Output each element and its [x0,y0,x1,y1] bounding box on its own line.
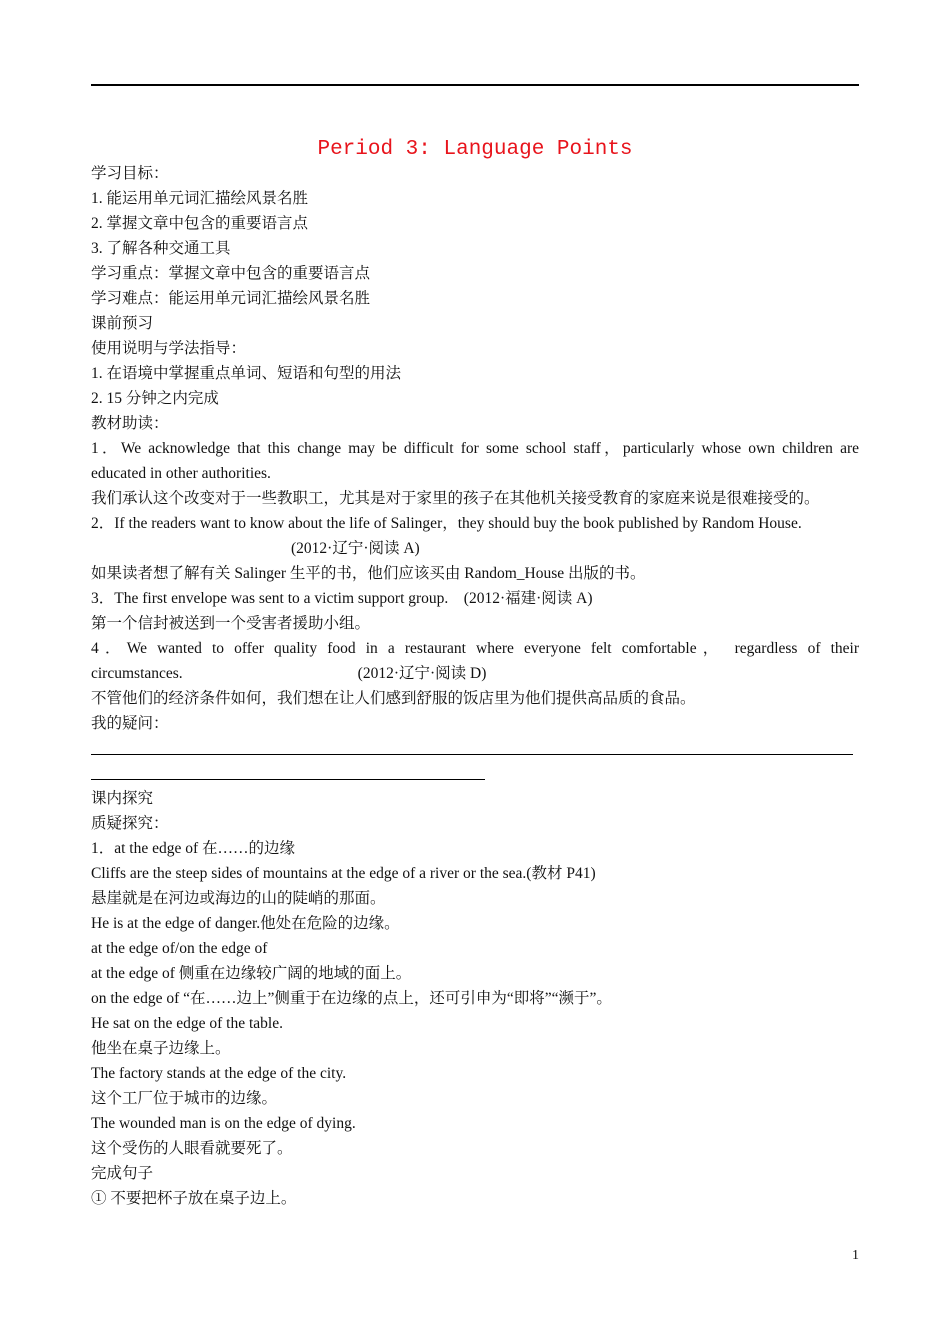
example-4-english: 4．We wanted to offer quality food in a restaurant where everyone felt comfortable， regardless of their [91,640,859,657]
text-line: 学习难点：能运用单元词汇描绘风景名胜 [91,290,371,307]
text-line: 1．at the edge of 在……的边缘 [91,840,296,857]
header-rule [91,84,859,86]
text-line: 使用说明与学法指导： [91,340,247,357]
example-1-chinese: 我们承认这个改变对于一些教职工，尤其是对于家里的孩子在其他机关接受教育的家庭来说是很难接受的。 [91,490,820,507]
text-line: The wounded man is on the edge of dying. [91,1115,356,1132]
question-blank-1 [91,736,859,761]
text-line: 学习重点：掌握文章中包含的重要语言点 [91,265,371,282]
text-line: 2. 掌握文章中包含的重要语言点 [91,215,309,232]
page-number: 1 [852,1248,859,1263]
text-line: 完成句子 [91,1165,154,1182]
text-line: ① 不要把杯子放在桌子边上。 [91,1190,297,1207]
example-3-chinese: 第一个信封被送到一个受害者援助小组。 [91,615,371,632]
page-title: Period 3: Language Points [317,138,633,161]
text-line: He sat on the edge of the table. [91,1015,283,1032]
example-3-english: 3．The first envelope was sent to a victim support group. (2012·福建·阅读 A) [91,590,593,607]
text-line: 这个受伤的人眼看就要死了。 [91,1140,293,1157]
example-2-chinese: 如果读者想了解有关 Salinger 生平的书，他们应该买由 Random_House 出版的书。 [91,565,646,582]
text-line: 学习目标： [91,165,169,182]
text-line: He is at the edge of danger.他处在危险的边缘。 [91,915,400,932]
text-line: 悬崖就是在河边或海边的山的陡峭的那面。 [91,890,386,907]
question-label: 我的疑问： [91,715,169,732]
question-blank-2 [91,761,859,786]
text-line: 1. 在语境中掌握重点单词、短语和句型的用法 [91,365,402,382]
example-4-source: (2012·辽宁·阅读 D) [357,665,487,682]
text-line: 2. 15 分钟之内完成 [91,390,219,407]
example-2-source-line [91,536,859,561]
example-1-english-cont: educated in other authorities. [91,465,271,482]
text-line: 质疑探究： [91,815,169,832]
text-line: at the edge of/on the edge of [91,940,268,957]
example-4-english-cont [91,661,859,686]
example-1-english: 1．We acknowledge that this change may be difficult for some school staff，particularly whose own children are [91,440,859,457]
document-body [91,161,859,1211]
text-line: 教材助读： [91,415,169,432]
text-line: 1. 能运用单元词汇描绘风景名胜 [91,190,309,207]
text-line: 课内探究 [91,790,154,807]
example-2-english: 2．If the readers want to know about the life of Salinger，they should buy the book published by Random House. [91,515,802,532]
text-line: on the edge of “在……边上”侧重于在边缘的点上，还可引申为“即将”“濒于”。 [91,990,612,1007]
text-line: 课前预习 [91,315,154,332]
text-line: 这个工厂位于城市的边缘。 [91,1090,278,1107]
text-line: 他坐在桌子边缘上。 [91,1040,231,1057]
example-4-chinese: 不管他们的经济条件如何，我们想在让人们感到舒服的饭店里为他们提供高品质的食品。 [91,690,696,707]
text-line: at the edge of 侧重在边缘较广阔的地域的面上。 [91,965,412,982]
text-line: Cliffs are the steep sides of mountains at the edge of a river or the sea.(教材 P41) [91,865,596,882]
text-line: 3. 了解各种交通工具 [91,240,231,257]
text-line: The factory stands at the edge of the city. [91,1065,347,1082]
example-4-english-tail: circumstances. [91,665,183,682]
example-2-source: (2012·辽宁·阅读 A) [291,540,420,557]
